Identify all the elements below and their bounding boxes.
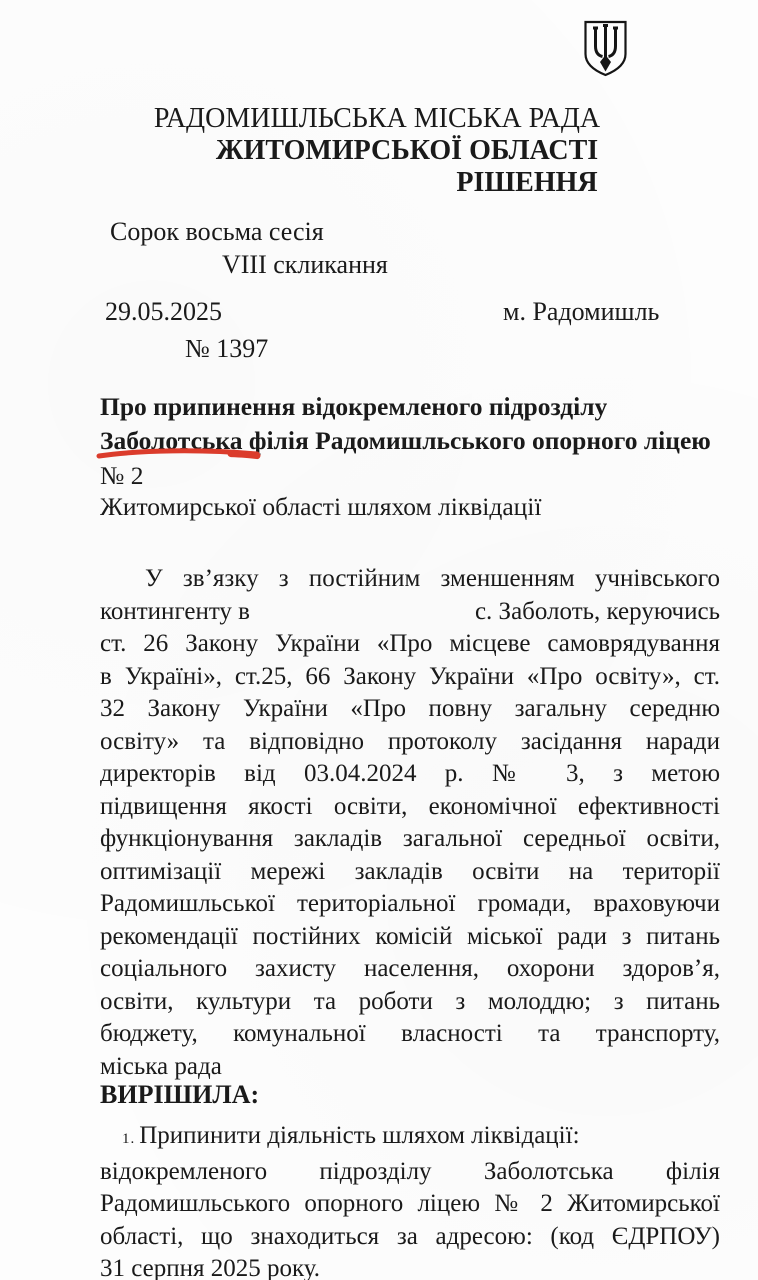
body-line-16: міська рада bbox=[100, 1052, 222, 1080]
subject-line-4: Житомирської області шляхом ліквідації bbox=[100, 492, 542, 521]
document-place: м. Радомишль bbox=[503, 297, 660, 326]
document-number: № 1397 bbox=[185, 334, 269, 363]
ukraine-trident-emblem bbox=[582, 20, 629, 78]
resolution-heading: ВИРІШИЛА: bbox=[100, 1080, 260, 1109]
resolution-line-1: відокремленого підрозділу Заболотська філія bbox=[100, 1157, 720, 1185]
session-line: Сорок восьма сесія bbox=[110, 217, 324, 246]
oblast-name: ЖИТОМИРСЬКОЇ ОБЛАСТІ bbox=[215, 135, 599, 166]
body-line-8: підвищення якості освіти, економічної ефективності bbox=[100, 792, 720, 820]
body-line-3: ст. 26 Закону України «Про місцеве самоврядування bbox=[100, 630, 720, 657]
body-line-6: освіту» та відповідно протоколу засідання наради bbox=[100, 727, 720, 755]
body-line-9: функціонування закладів загальної середньої освіти, bbox=[100, 825, 720, 852]
body-line-1: У зв’язку з постійним зменшенням учнівського bbox=[145, 565, 720, 592]
resolution-item-1 bbox=[100, 1120, 720, 1156]
resolution-line-2: Радомишльського опорного ліцею № 2 Житомирської bbox=[100, 1190, 720, 1217]
subject-line-3: № 2 bbox=[100, 461, 144, 490]
document-type-title: РІШЕННЯ bbox=[456, 167, 598, 198]
body-line-13: соціального захисту населення, охорони здоров’я, bbox=[100, 955, 720, 982]
resolution-line-4: 31 серпня 2025 року. bbox=[100, 1255, 321, 1280]
subject-line-2: Заболотська філія Радомишльського опорного ліцею bbox=[100, 426, 711, 455]
council-name: РАДОМИШЛЬСЬКА МІСЬКА РАДА bbox=[153, 103, 601, 134]
document-date: 29.05.2025 bbox=[105, 297, 222, 326]
body-line-11: Радомишльської територіальної громади, враховуючи bbox=[100, 890, 720, 917]
body-line-7: директорів від 03.04.2024 р. № 3, з метою bbox=[100, 760, 720, 787]
resolution-line-3: області, що знаходиться за адресою: (код ЄДРПОУ) bbox=[100, 1222, 720, 1250]
body-line-14: освіти, культури та роботи з молоддю; з питань bbox=[100, 987, 720, 1015]
body-line-12: рекомендації постійних комісій міської ради з питань bbox=[100, 922, 720, 950]
subject-line-1: Про припинення відокремленого підрозділу bbox=[100, 392, 608, 421]
item-text: Припинити діяльність шляхом ліквідації: bbox=[139, 1122, 580, 1149]
resolution-item-continuation bbox=[100, 1156, 720, 1280]
convocation-line: VIII скликання bbox=[222, 250, 388, 279]
body-line-2: контингенту в с. Заболоть, керуючись bbox=[100, 597, 720, 625]
body-line-4: в Україні», ст.25, 66 Закону України «Про освіту», ст. bbox=[100, 662, 720, 690]
item-number: 1. bbox=[122, 1131, 136, 1147]
body-line-5: 32 Закону України «Про повну загальну середню bbox=[100, 695, 720, 722]
body-line-10: оптимізації мережі закладів освіти на території bbox=[100, 857, 720, 885]
red-underline-annotation bbox=[96, 445, 264, 463]
resolution-block bbox=[100, 1120, 720, 1280]
body-paragraph bbox=[100, 563, 720, 1083]
body-line-15: бюджету, комунальної власності та транспорту, bbox=[100, 1020, 720, 1047]
